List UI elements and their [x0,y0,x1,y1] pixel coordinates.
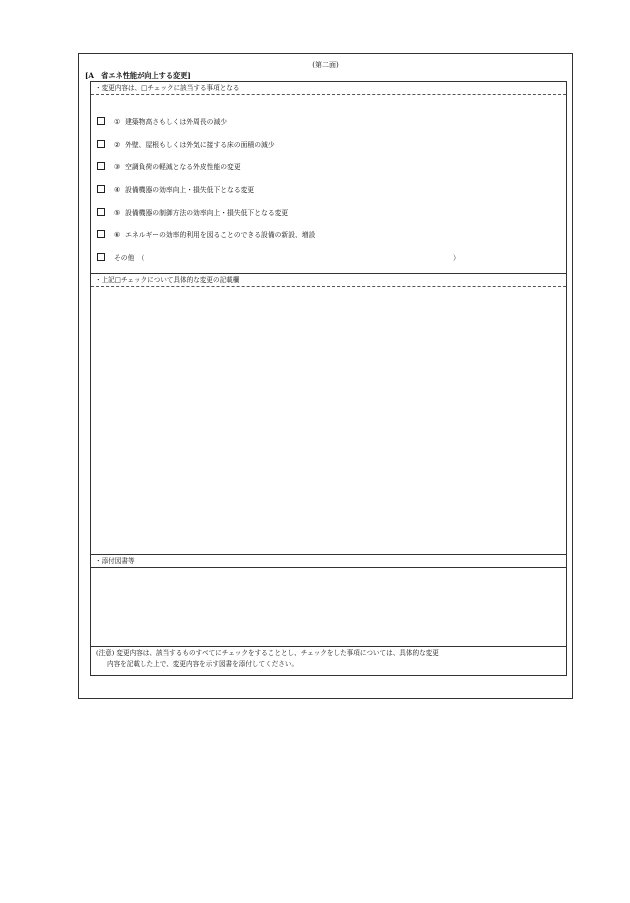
checklist-item-4[interactable] [97,184,254,194]
other-close-paren: ） [453,254,460,262]
checkbox[interactable] [97,162,105,170]
item-label: 建築物高さもしくは外周長の減少 [125,118,228,126]
attachments-writing-area[interactable] [91,568,566,647]
detail-box [90,273,567,555]
checkbox[interactable] [97,140,105,148]
checkbox[interactable] [97,208,105,216]
other-label: その他 （ [114,254,145,262]
checklist-item-2[interactable] [97,139,275,149]
item-number: ③ [114,163,121,171]
detail-header: ・上記□チェックについて具体的な変更の記載欄 [91,274,566,287]
change-content-box [90,81,567,274]
item-number: ④ [114,186,121,194]
checkbox[interactable] [97,253,105,261]
checklist-item-3[interactable] [97,161,241,171]
checklist-item-6[interactable] [97,229,315,239]
note-line-1: (注意) 変更内容は、該当するものすべてにチェックをすることとし、チェックをした事項については、具体的な変更 [96,649,439,657]
page-label: (第二面) [312,61,339,69]
checkbox[interactable] [97,117,105,125]
detail-writing-area[interactable] [91,287,566,555]
checklist-item-1[interactable] [97,116,227,126]
note-box [90,646,567,676]
checkbox[interactable] [97,230,105,238]
checkbox[interactable] [97,185,105,193]
item-label: 設備機器の制御方法の効率向上・損失低下となる変更 [125,209,289,217]
checklist-item-5[interactable] [97,207,288,217]
item-number: ⑥ [114,231,121,239]
section-title: [A 省エネ性能が向上する変更] [85,71,191,80]
item-number: ② [114,141,121,149]
item-label: エネルギーの効率的利用を図ることのできる設備の新設、増設 [125,231,316,239]
form-body [90,81,567,701]
item-number: ⑤ [114,209,121,217]
note-line-2: 内容を記載した上で、変更内容を示す図書を添付してください。 [107,660,299,668]
attachments-header: ・添付図書等 [91,555,566,568]
item-label: 外壁、屋根もしくは外気に接する床の面積の減少 [125,141,275,149]
form-sheet [78,53,573,699]
change-content-header: ・変更内容は、□チェックに該当する事項となる [91,82,566,95]
item-label: 空調負荷の軽減となる外皮性能の変更 [125,163,241,171]
attachments-box [90,554,567,647]
checklist-item-other[interactable] [97,252,145,262]
item-label: 設備機器の効率向上・損失低下となる変更 [125,186,255,194]
item-number: ① [114,118,121,126]
